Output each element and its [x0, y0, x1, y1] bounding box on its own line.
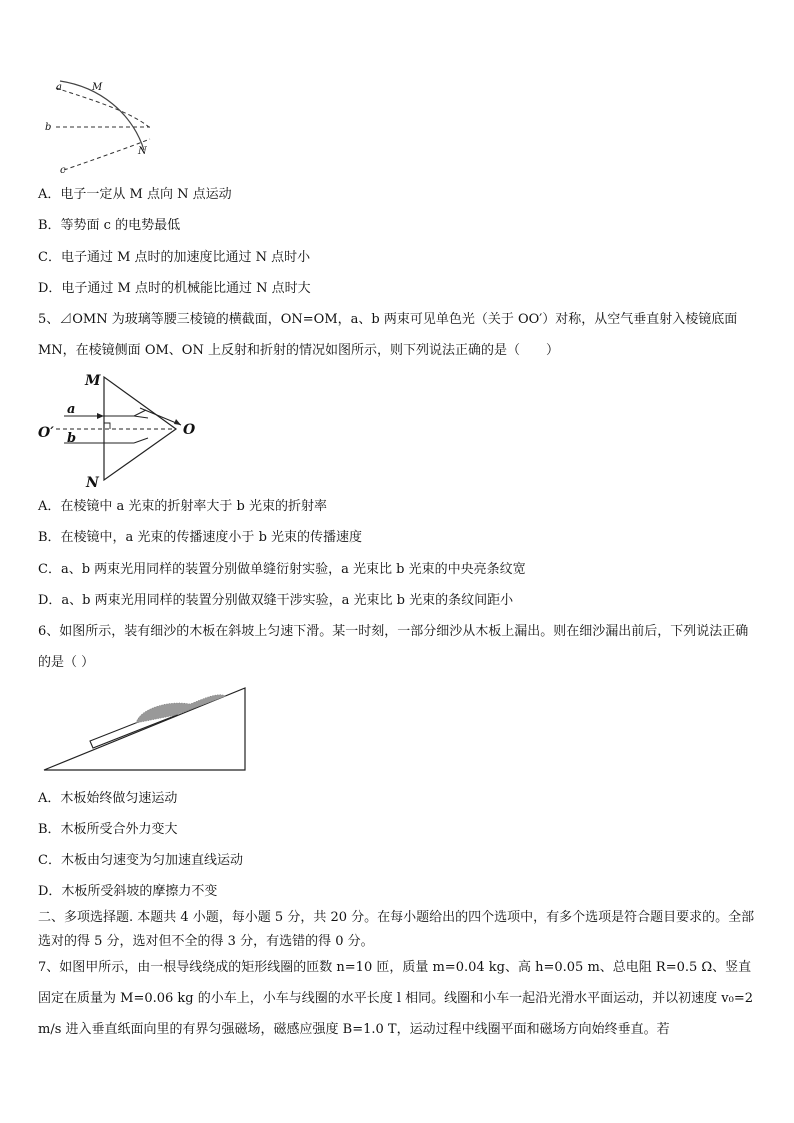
label-o-prime: O′ — [38, 425, 54, 441]
section-2-instructions: 二、多项选择题. 本题共 4 小题，每小题 5 分，共 20 分。在每小题给出的四个选项中，有多个选项是符合题目要求的。全部选对的得 5 分，选对但不全的得 3 分，有选错的得 0 分。 — [38, 910, 755, 949]
sand-pile — [136, 695, 226, 723]
label-a: a — [56, 82, 62, 93]
q6-option-b: B．木板所受合外力变大 — [38, 822, 178, 837]
label-beam-a: a — [67, 402, 76, 417]
q4-option-c: C．电子通过 M 点时的加速度比通过 N 点时小 — [38, 250, 311, 265]
label-m: M — [92, 82, 103, 93]
prism-figure — [36, 365, 206, 490]
q5-option-b: B．在棱镜中，a 光束的传播速度小于 b 光束的传播速度 — [38, 530, 363, 545]
q6-option-c: C．木板由匀速变为匀加速直线运动 — [38, 853, 243, 868]
q6-option-d: D．木板所受斜坡的摩擦力不变 — [38, 884, 218, 899]
slope-figure — [40, 684, 250, 776]
label-c: c — [60, 165, 66, 176]
q5-option-c: C．a、b 两束光用同样的装置分别做单缝衍射实验，a 光束比 b 光束的中央亮条纹宽 — [38, 562, 526, 577]
q5-stem: 5、⊿OMN 为玻璃等腰三棱镜的横截面，ON=OM，a、b 两束可见单色光（关于 OO′）对称，从空气垂直射入棱镜底面 MN，在棱镜侧面 OM、ON 上反射和折射的情况如图所示，则下列说法正确的是（ ） — [38, 312, 738, 358]
q6-stem: 6、如图所示，装有细沙的木板在斜坡上匀速下滑。某一时刻，一部分细沙从木板上漏出。则在细沙漏出前后，下列说法正确的是（ ） — [38, 624, 749, 670]
label-o: O — [183, 422, 196, 438]
label-beam-b: b — [67, 431, 77, 446]
label-n: N — [86, 475, 99, 491]
q4-option-a: A．电子一定从 M 点向 N 点运动 — [38, 187, 232, 202]
label-m: M — [85, 373, 101, 389]
q7-stem: 7、如图甲所示，由一根导线绕成的矩形线圈的匝数 n=10 匝，质量 m=0.04 kg、高 h=0.05 m、总电阻 R=0.5 Ω、竖直固定在质量为 M=0.06 kg 的小车上，小车与线圈的水平长度 l 相同。线圈和小车一起沿光滑水平面运动，并以初速度 v₀=2 m/s 进入垂直纸面向里的有界匀强磁场，磁感应强度 B=1.0 T，运动过程中线圈平面和磁场方向始终垂直。若 — [38, 960, 754, 1037]
equipotential-figure — [40, 75, 165, 175]
q5-option-d: D．a、b 两束光用同样的装置分别做双缝干涉实验，a 光束比 b 光束的条纹间距小 — [38, 593, 514, 608]
q5-option-a: A．在棱镜中 a 光束的折射率大于 b 光束的折射率 — [38, 499, 327, 514]
label-n: N — [138, 146, 147, 157]
label-b: b — [45, 122, 52, 133]
q4-option-d: D．电子通过 M 点时的机械能比通过 N 点时大 — [38, 281, 311, 296]
q6-option-a: A．木板始终做匀速运动 — [38, 791, 178, 806]
q4-option-b: B．等势面 c 的电势最低 — [38, 218, 181, 233]
